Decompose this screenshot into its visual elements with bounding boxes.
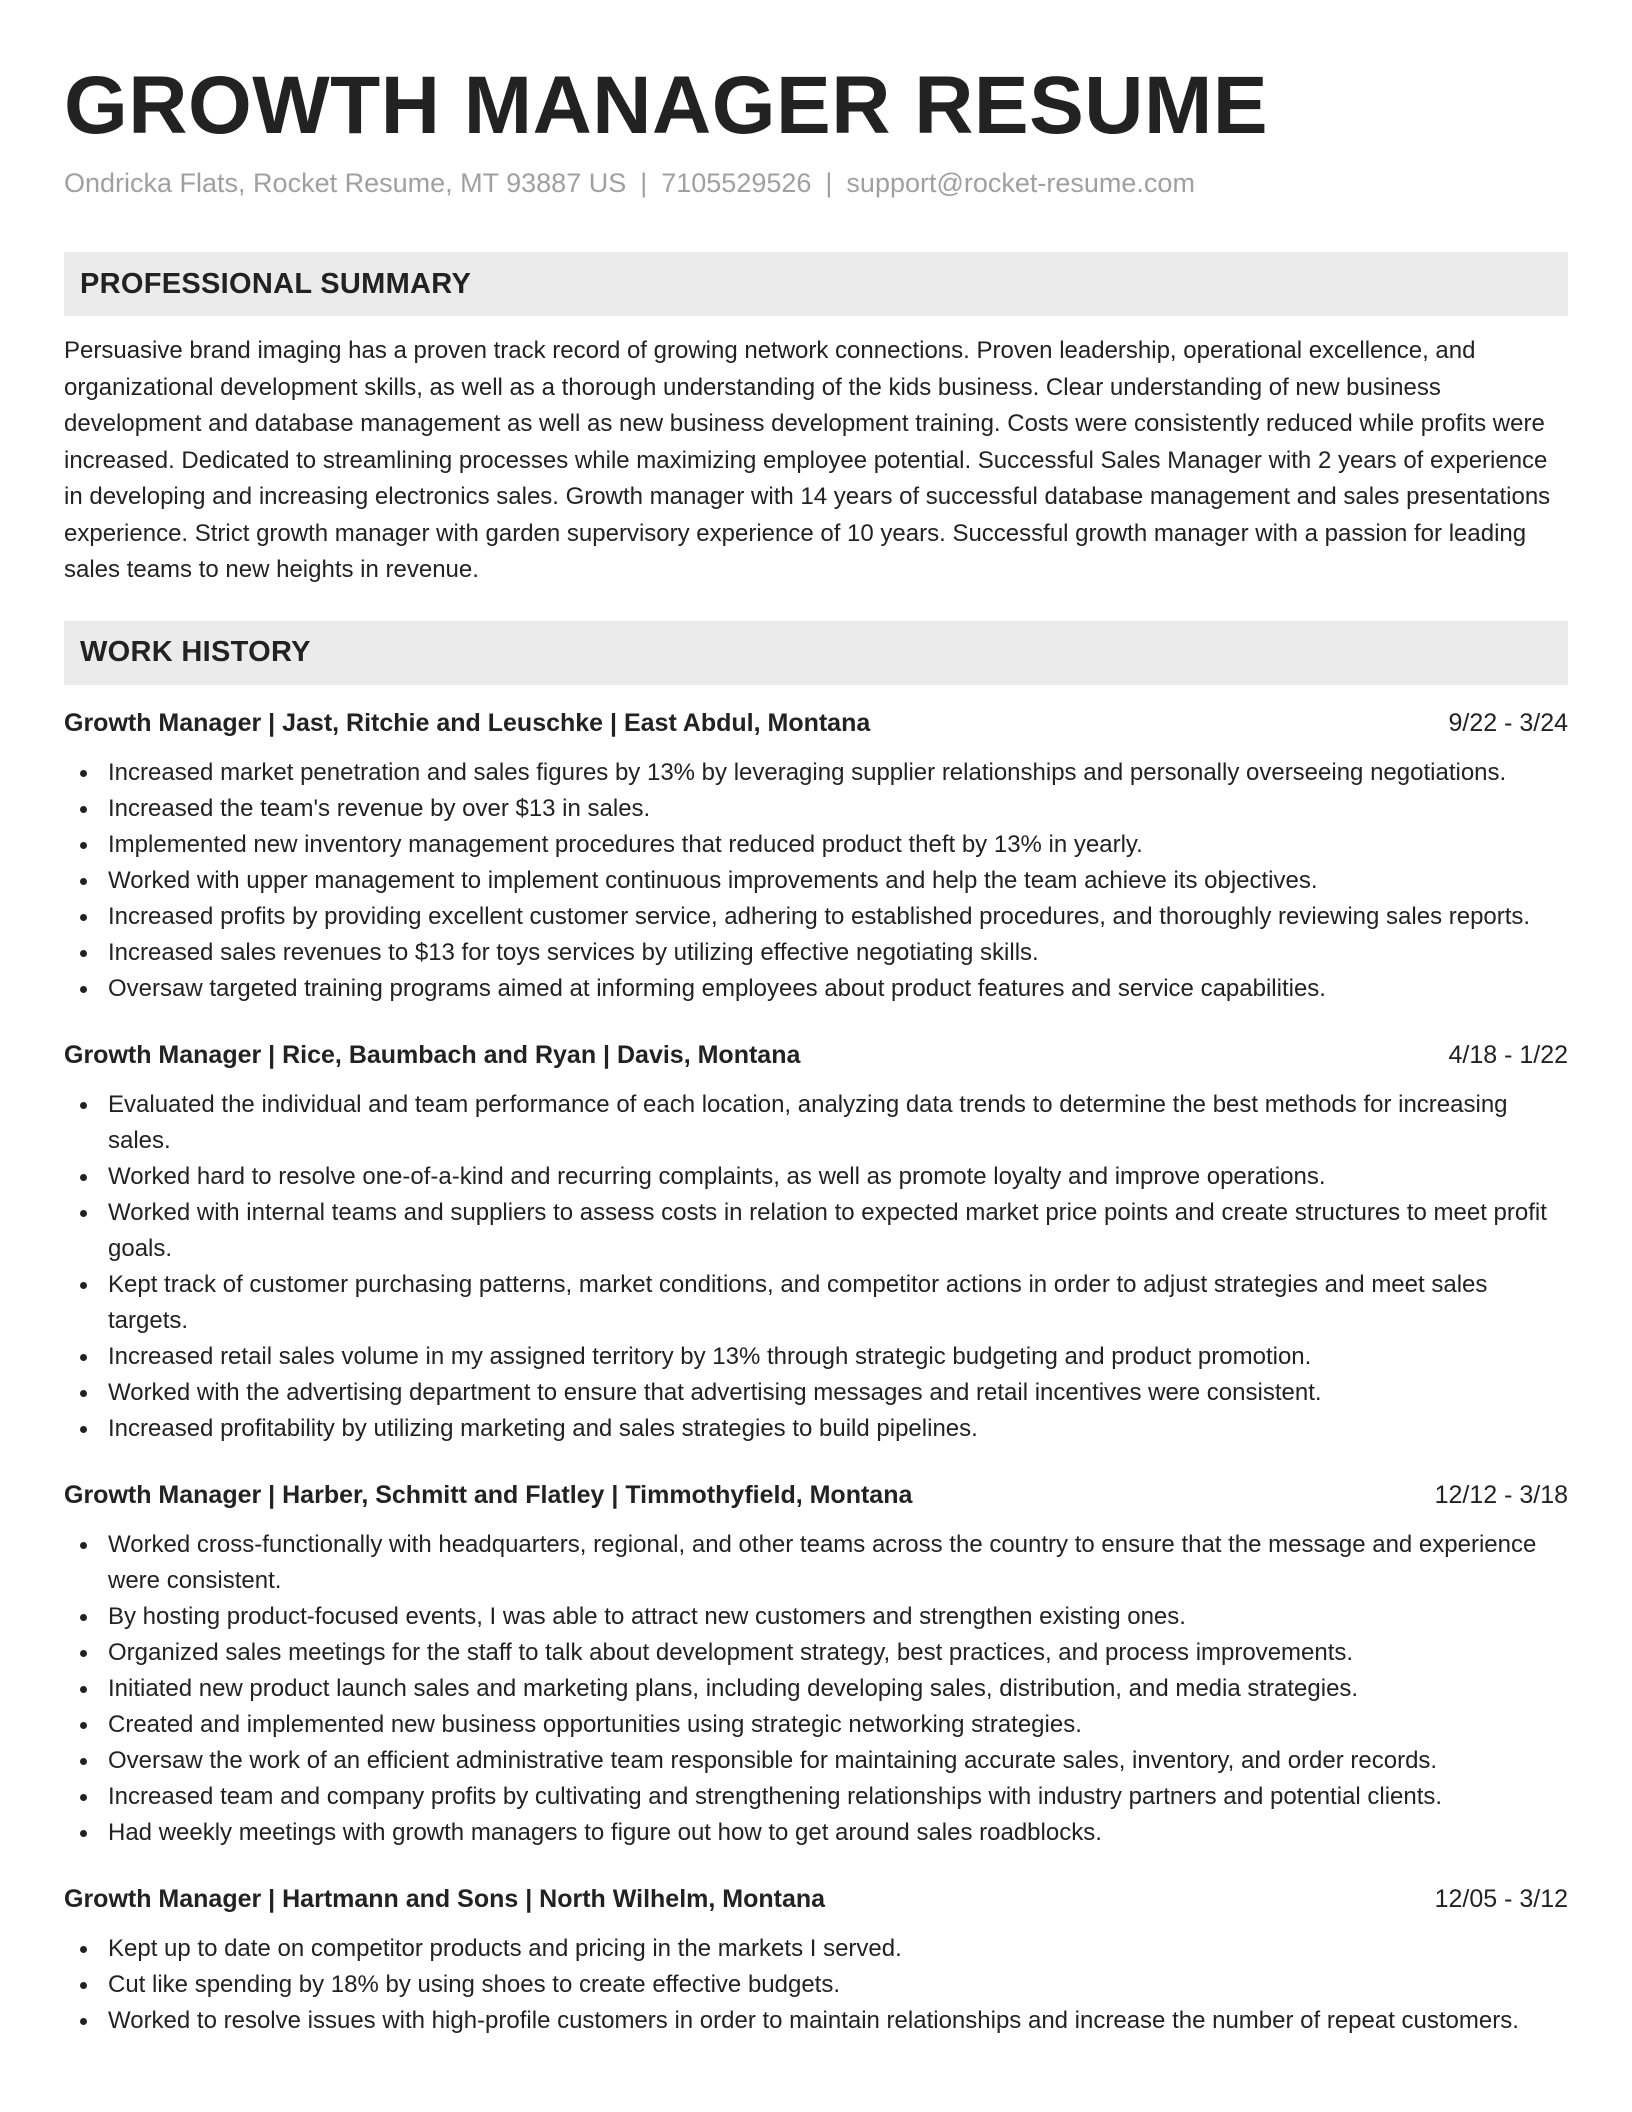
job-bullets: [64, 1087, 1568, 1447]
job-dates: 4/18 - 1/22: [1448, 1040, 1568, 1069]
job-bullet: Worked with the advertising department to ensure that advertising messages and retail incentives were consistent.: [64, 1375, 1568, 1411]
job-bullet: Increased profits by providing excellent customer service, adhering to established procedures, and thoroughly reviewing sales reports.: [64, 899, 1568, 935]
job-bullet: Increased profitability by utilizing marketing and sales strategies to build pipelines.: [64, 1411, 1568, 1447]
job-dates: 12/05 - 3/12: [1434, 1884, 1568, 1913]
contact-line: [64, 166, 1568, 200]
job-bullet: Increased market penetration and sales figures by 13% by leveraging supplier relationships and personally overseeing negotiations.: [64, 755, 1568, 791]
contact-email: support@rocket-resume.com: [846, 168, 1195, 198]
job-title: Growth Manager | Jast, Ritchie and Leuschke | East Abdul, Montana: [64, 708, 871, 737]
job-bullet: Worked with upper management to implement continuous improvements and help the team achieve its objectives.: [64, 863, 1568, 899]
job-bullet: Increased team and company profits by cultivating and strengthening relationships with industry partners and potential clients.: [64, 1779, 1568, 1815]
job-bullet: Worked cross-functionally with headquarters, regional, and other teams across the country to ensure that the message and experience were consistent.: [64, 1527, 1568, 1599]
job-entry: [64, 705, 1568, 1007]
job-bullet: Kept track of customer purchasing patterns, market conditions, and competitor actions in order to adjust strategies and meet sales targets.: [64, 1267, 1568, 1339]
job-bullet: Worked with internal teams and suppliers to assess costs in relation to expected market price points and create structures to meet profit goals.: [64, 1195, 1568, 1267]
contact-address: Ondricka Flats, Rocket Resume, MT 93887 US: [64, 168, 627, 198]
job-bullet: Oversaw targeted training programs aimed at informing employees about product features and service capabilities.: [64, 971, 1568, 1007]
job-bullet: Increased sales revenues to $13 for toys services by utilizing effective negotiating skills.: [64, 935, 1568, 971]
job-header: [64, 705, 1568, 741]
job-bullet: Created and implemented new business opportunities using strategic networking strategies.: [64, 1707, 1568, 1743]
job-entry: [64, 1037, 1568, 1447]
resume-title: GROWTH MANAGER RESUME: [64, 60, 1269, 151]
job-bullet: Worked to resolve issues with high-profile customers in order to maintain relationships and increase the number of repeat customers.: [64, 2003, 1568, 2039]
job-bullet: Increased retail sales volume in my assigned territory by 13% through strategic budgeting and product promotion.: [64, 1339, 1568, 1375]
job-bullet: Kept up to date on competitor products and pricing in the markets I served.: [64, 1931, 1568, 1967]
job-bullet: Oversaw the work of an efficient administrative team responsible for maintaining accurate sales, inventory, and order records.: [64, 1743, 1568, 1779]
job-header: [64, 1037, 1568, 1073]
job-bullet: Cut like spending by 18% by using shoes to create effective budgets.: [64, 1967, 1568, 2003]
job-header: [64, 1881, 1568, 1917]
job-header: [64, 1477, 1568, 1513]
job-bullet: Organized sales meetings for the staff to talk about development strategy, best practices, and process improvements.: [64, 1635, 1568, 1671]
job-bullets: [64, 755, 1568, 1007]
job-bullets: [64, 1931, 1568, 2039]
job-bullets: [64, 1527, 1568, 1851]
job-bullet: Increased the team's revenue by over $13 in sales.: [64, 791, 1568, 827]
summary-heading: PROFESSIONAL SUMMARY: [64, 252, 1568, 316]
job-bullet: Evaluated the individual and team performance of each location, analyzing data trends to determine the best methods for increasing sales.: [64, 1087, 1568, 1159]
work-history-heading: WORK HISTORY: [64, 621, 1568, 685]
job-bullet: Had weekly meetings with growth managers to figure out how to get around sales roadblocks.: [64, 1815, 1568, 1851]
contact-separator: |: [640, 168, 648, 198]
summary-text: Persuasive brand imaging has a proven track record of growing network connections. Proven leadership, operational excellence, and organizational development skills, as well as a thorough understanding of the kids business. Clear understanding of new business development and database management as well as new business development training. Costs were consistently reduced while profits were increased. Dedicated to streamlining processes while maximizing employee potential. Successful Sales Manager with 2 years of experience in developing and increasing electronics sales. Growth manager with 14 years of successful database management and sales presentations experience. Strict growth manager with garden supervisory experience of 10 years. Successful growth manager with a passion for leading sales teams to new heights in revenue.: [64, 337, 1551, 583]
contact-separator: |: [825, 168, 833, 198]
job-title: Growth Manager | Rice, Baumbach and Ryan | Davis, Montana: [64, 1040, 801, 1069]
job-entry: [64, 1477, 1568, 1851]
job-entry: [64, 1881, 1568, 2039]
job-title: Growth Manager | Harber, Schmitt and Flatley | Timmothyfield, Montana: [64, 1480, 913, 1509]
job-dates: 12/12 - 3/18: [1434, 1480, 1568, 1509]
job-bullet: Worked hard to resolve one-of-a-kind and recurring complaints, as well as promote loyalty and improve operations.: [64, 1159, 1568, 1195]
job-bullet: Implemented new inventory management procedures that reduced product theft by 13% in yearly.: [64, 827, 1568, 863]
job-bullet: Initiated new product launch sales and marketing plans, including developing sales, distribution, and media strategies.: [64, 1671, 1568, 1707]
contact-phone: 7105529526: [661, 168, 812, 198]
job-dates: 9/22 - 3/24: [1448, 708, 1568, 737]
job-bullet: By hosting product-focused events, I was able to attract new customers and strengthen existing ones.: [64, 1599, 1568, 1635]
job-title: Growth Manager | Hartmann and Sons | North Wilhelm, Montana: [64, 1884, 826, 1913]
